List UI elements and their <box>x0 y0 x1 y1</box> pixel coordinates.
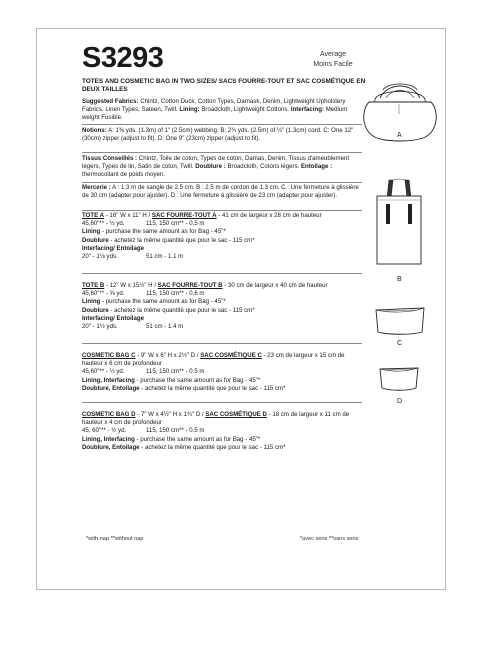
divider <box>82 273 362 274</box>
difficulty-fr: Moins Facile <box>313 61 353 68</box>
bag-d-head-fr: SAC COSMÉTIQUE D <box>205 411 267 418</box>
bag-d-dims-en: - 7" W x 4½" H x 1¾" D / <box>135 411 206 418</box>
cosmetic-bag-c-icon <box>372 304 428 336</box>
fabrics-en <box>82 98 366 123</box>
fabrics-en-lining-text: Broadcloth, Lightweight Cottons. <box>201 106 290 114</box>
tote-b-fabric-row <box>82 290 372 298</box>
cosmetic-bag-d-icon <box>376 364 422 392</box>
difficulty-en: Average <box>320 51 346 58</box>
tote-b-inter-imperial: 20" - 1½ yds. <box>82 323 118 331</box>
tote-a-doublure-label: Doublure <box>82 236 109 244</box>
tote-b-fabric-metric: 115, 150 cm** - 0.6 m <box>146 290 205 298</box>
fabrics-en-label: Suggested Fabrics: <box>82 98 139 105</box>
difficulty <box>292 50 374 70</box>
tote-a-dims-fr: - 41 cm de largeur x 28 cm de hauteur <box>216 212 322 219</box>
tote-b-section <box>82 282 372 331</box>
tote-a-doublure-text: - achetez la même quantité que pour le sac - 115 cm* <box>108 236 255 244</box>
tote-b-dims-en: - 12" W x 15½" H / <box>104 282 158 289</box>
tote-b-dims-fr: - 30 cm de largeur x 40 cm de hauteur <box>222 282 328 289</box>
label-c: C <box>397 340 403 347</box>
fabrics-en-text: Chintz, Cotton Duck, Cotton Types, Damask, Denim, Lightweight Upholstery Fabrics, Linen Types, Sateen, Twill. <box>82 98 346 114</box>
footer-nap-fr: *avec sens **sans sens <box>300 536 359 542</box>
fabrics-fr-label: Tissus Conseillés : <box>82 155 138 162</box>
bag-c-section <box>82 352 366 393</box>
bag-c-dims-fr: - 23 cm de largeur x 15 cm de hauteur x 6 cm de profondeur <box>82 352 345 368</box>
divider <box>82 343 362 344</box>
bag-d-lining-label: Lining, Interfacing <box>82 435 135 443</box>
divider <box>82 152 362 153</box>
tote-a-inter-row <box>82 253 372 261</box>
tote-a-inter-imperial: 20" - 1⅛ yds. <box>82 253 118 261</box>
label-b: B <box>397 276 402 283</box>
bag-d-fabric-row <box>82 427 366 435</box>
bag-c-doublure-label: Doublure, Entoilage <box>82 384 140 392</box>
fabrics-fr-interfacing-label: Entoilage : <box>300 163 333 171</box>
fabrics-fr-text: Chintz, Toile de coton, Types de coton, Damas, Denim, Tissus d'ameublement légers, Types de lin, Satin de coton, Twill. <box>82 155 350 171</box>
fabrics-en-lining-label: Lining: <box>179 106 200 114</box>
bag-c-lining-row <box>82 377 366 385</box>
notions-fr-text: A : 1.3 m de sangle de 2.5 cm. B : 2.5 m de cordon de 1.3 cm. C : Une fermeture à glissière de 30 cm (adapter pour ajuster). D : Une fermeture à glissière de 23 cm (adapter pour ajuster). <box>82 184 359 200</box>
bag-d-doublure-row <box>82 444 366 452</box>
notions-en <box>82 127 366 143</box>
tote-b-inter-row <box>82 323 372 331</box>
tote-b-head-fr: SAC FOURRE-TOUT B <box>157 282 223 289</box>
bag-c-dims-en: - 9" W x 6" H x 2½" D / <box>135 352 201 359</box>
tote-a-head-en: TOTE A <box>82 212 105 219</box>
bag-d-fabric-metric: 115, 150 cm** - 0.5 m <box>146 427 205 435</box>
tote-b-heading <box>82 282 372 290</box>
tote-a-fabric-imperial: 45,60"** - ½ yd. <box>82 220 125 228</box>
tote-b-lining-text: - purchase the same amount as for Bag - 45"* <box>100 298 226 306</box>
bag-d-head-en: COSMETIC BAG D <box>82 411 136 418</box>
tote-a-fabric-row <box>82 220 372 228</box>
tote-a-section <box>82 212 372 261</box>
bag-c-doublure-text: - achetez la même quantité que pour le sac - 115 cm* <box>139 384 286 392</box>
bag-c-lining-text: - purchase the same amount as for Bag - 45"* <box>134 376 261 384</box>
tote-b-icon <box>373 178 425 268</box>
notions-en-label: Notions: <box>82 127 107 134</box>
tote-a-head-fr: SAC FOURRE-TOUT A <box>151 212 217 219</box>
tote-b-doublure-row <box>82 307 372 315</box>
bag-d-lining-text: - purchase the same amount as for Bag - 45"* <box>134 435 261 443</box>
tote-b-doublure-label: Doublure <box>82 306 109 314</box>
fabrics-fr-interfacing-text: thermocollant de poids moyen. <box>82 171 165 179</box>
bag-c-fabric-metric: 115, 150 cm** - 0.5 m <box>146 368 205 376</box>
bag-c-fabric-imperial: 45,60"** - ½ yd. <box>82 368 125 376</box>
bag-c-doublure-row <box>82 385 366 393</box>
tote-a-doublure-row <box>82 237 372 245</box>
tote-a-heading <box>82 212 372 220</box>
footer-nap-en: *with nap **without nap <box>86 536 144 542</box>
bag-d-section <box>82 411 366 452</box>
bag-d-doublure-text: - achetez la même quantité que pour le sac - 115 cm* <box>139 443 286 451</box>
tote-b-interfacing-label: Interfacing/ Entoilage <box>82 314 144 322</box>
tote-b-lining-label: Lining <box>82 298 101 306</box>
bag-c-lining-label: Lining, Interfacing <box>82 376 135 384</box>
divider <box>82 402 362 403</box>
pattern-title: TOTES AND COSMETIC BAG IN TWO SIZES/ SACS FOURRE-TOUT ET SAC COSMÉTIQUE EN DEUX TAILLES <box>82 78 366 94</box>
tote-a-lining-label: Lining <box>82 228 101 236</box>
fabrics-fr-lining-label: Doublure : <box>195 163 226 171</box>
tote-a-inter-metric: 51 cm - 1.1 m <box>146 253 184 261</box>
divider <box>82 124 362 125</box>
notions-fr-label: Mercerie : <box>82 184 111 191</box>
tote-b-doublure-text: - achetez la même quantité que pour le sac - 115 cm* <box>108 306 255 314</box>
bag-d-dims-fr: - 18 cm de largeur x 11 cm de hauteur x 4 cm de profondeur <box>82 411 350 427</box>
bag-c-head-fr: SAC COSMÉTIQUE C <box>200 352 262 359</box>
tote-b-fabric-imperial: 45,60"** - ⅝ yd. <box>82 290 125 298</box>
fabrics-fr-lining-text: Broadcloth, Cotons légers. <box>227 163 300 171</box>
fabrics-en-interfacing-text: Medium weight Fusible. <box>82 106 348 122</box>
bag-d-doublure-label: Doublure, Entoilage <box>82 443 140 451</box>
fabrics-en-interfacing-label: Interfacing: <box>290 106 324 114</box>
tote-a-interfacing-label: Interfacing/ Entoilage <box>82 244 144 252</box>
divider <box>82 182 362 183</box>
tote-b-inter-metric: 51 cm - 1.4 m <box>146 323 184 331</box>
divider <box>82 210 362 211</box>
tote-a-lining-text: - purchase the same amount as for Bag - 45"* <box>100 228 226 236</box>
label-a: A <box>397 132 402 139</box>
tote-b-head-en: TOTE B <box>82 282 105 289</box>
label-d: D <box>397 398 403 405</box>
tote-a-dims-en: - 16" W x 11" H / <box>104 212 152 219</box>
tote-b-lining-row <box>82 298 372 306</box>
bag-c-head-en: COSMETIC BAG C <box>82 352 136 359</box>
tote-a-lining-row <box>82 228 372 236</box>
bag-d-heading <box>82 411 366 427</box>
fabrics-fr <box>82 155 366 180</box>
bag-c-fabric-row <box>82 368 366 376</box>
notions-fr <box>82 184 366 200</box>
tote-a-fabric-metric: 115, 150 cm** - 0.5 m <box>146 220 205 228</box>
notions-en-text: A: 1⅜ yds. (1.3m) of 1" (2.5cm) webbing. B: 2¾ yds. (2.5m) of ½" (1.3cm) cord. C: One 12" (30cm) zipper (adjust to fit). D: One 9" (23cm) zipper (adjust to fit). <box>82 127 354 143</box>
pattern-number: S3293 <box>82 42 164 74</box>
bag-c-heading <box>82 352 366 368</box>
bag-d-fabric-imperial: 45, 60"** - ½ yd. <box>82 427 127 435</box>
bag-d-lining-row <box>82 436 366 444</box>
